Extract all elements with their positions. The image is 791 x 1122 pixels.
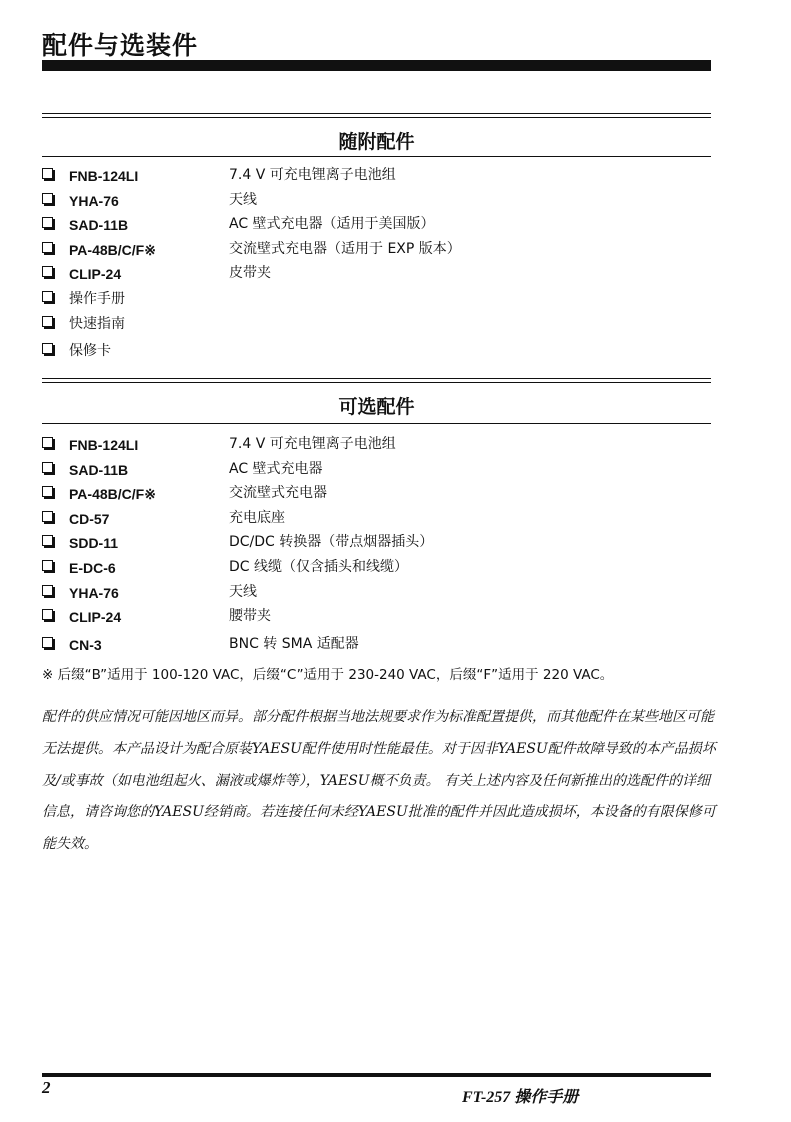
item-model: SAD-11B xyxy=(69,461,129,478)
checkbox-icon[interactable] xyxy=(42,585,53,596)
list-item xyxy=(42,263,711,288)
checkbox-icon[interactable] xyxy=(42,437,53,448)
page-title: 配件与选装件 xyxy=(42,31,199,60)
item-model: YHA-76 xyxy=(69,192,119,209)
list-item xyxy=(42,459,711,484)
checkbox-icon[interactable] xyxy=(42,535,53,546)
list-item xyxy=(42,557,711,582)
item-desc: 天线 xyxy=(229,583,257,600)
list-item xyxy=(42,313,711,338)
list-item xyxy=(42,532,711,557)
list-item xyxy=(42,190,711,215)
section-rule-top xyxy=(42,378,711,383)
footer-bar xyxy=(42,1073,711,1077)
item-model: 操作手册 xyxy=(69,290,125,307)
item-model: FNB-124LI xyxy=(69,437,139,453)
list-item xyxy=(42,483,711,508)
item-model: YHA-76 xyxy=(69,584,119,601)
item-desc: 7.4 V 可充电锂离子电池组 xyxy=(229,167,396,183)
section-rule-bottom xyxy=(42,423,711,424)
list-item xyxy=(42,239,711,264)
optional-heading: 可选配件 xyxy=(338,396,415,418)
list-item xyxy=(42,288,711,313)
list-item xyxy=(42,508,711,533)
checkbox-icon[interactable] xyxy=(42,609,53,620)
item-desc: DC 线缆（仅含插头和线缆） xyxy=(229,558,409,575)
item-desc: DC/DC 转换器（带点烟器插头） xyxy=(229,534,434,551)
checkbox-icon[interactable] xyxy=(42,266,53,277)
list-item xyxy=(42,634,711,659)
included-heading: 随附配件 xyxy=(338,131,415,153)
checkbox-icon[interactable] xyxy=(42,217,53,228)
checkbox-icon[interactable] xyxy=(42,462,53,473)
optional-list xyxy=(42,434,711,658)
checkbox-icon[interactable] xyxy=(42,486,53,497)
item-model: 快速指南 xyxy=(69,315,125,332)
item-model: SDD-11 xyxy=(69,535,119,552)
item-model: E-DC-6 xyxy=(69,559,116,576)
list-item xyxy=(42,582,711,607)
footer-title: FT-257 操作手册 xyxy=(462,1089,579,1106)
section-rule-bottom xyxy=(42,156,711,157)
list-item xyxy=(42,606,711,631)
checkbox-icon[interactable] xyxy=(42,560,53,571)
item-desc: 7.4 V 可充电锂离子电池组 xyxy=(229,436,396,452)
item-model: PA-48B/C/F※ xyxy=(69,241,156,258)
included-list xyxy=(42,165,711,365)
item-model: CD-57 xyxy=(69,510,110,527)
checkbox-icon[interactable] xyxy=(42,637,53,648)
page-number: 2 xyxy=(42,1078,51,1097)
item-desc: 交流壁式充电器（适用于 EXP 版本） xyxy=(229,240,461,257)
item-model: SAD-11B xyxy=(69,217,129,234)
item-desc: 天线 xyxy=(229,191,257,208)
item-model: PA-48B/C/F※ xyxy=(69,486,156,503)
item-desc: 腰带夹 xyxy=(229,608,271,625)
list-item xyxy=(42,214,711,239)
title-bar xyxy=(42,60,711,71)
item-desc: BNC 转 SMA 适配器 xyxy=(229,635,359,652)
item-desc: AC 壁式充电器（适用于美国版） xyxy=(229,216,435,233)
item-model: CN-3 xyxy=(69,636,102,653)
item-model: CLIP-24 xyxy=(69,266,122,283)
item-model: FNB-124LI xyxy=(69,168,139,184)
checkbox-icon[interactable] xyxy=(42,511,53,522)
item-desc: 交流壁式充电器 xyxy=(229,485,327,502)
section-rule-top xyxy=(42,113,711,118)
item-desc: 皮带夹 xyxy=(229,265,271,282)
item-model: 保修卡 xyxy=(69,343,111,360)
item-desc: 充电底座 xyxy=(229,509,285,526)
item-desc: AC 壁式充电器 xyxy=(229,460,323,477)
list-item xyxy=(42,434,711,459)
checkbox-icon[interactable] xyxy=(42,193,53,204)
checkbox-icon[interactable] xyxy=(42,343,53,354)
footnote: ※ 后缀“B”适用于 100-120 VAC，后缀“C”适用于 230-240 VAC，后缀“F”适用于 220 VAC。 xyxy=(42,667,614,683)
list-item xyxy=(42,165,711,190)
availability-notice: 配件的供应情况可能因地区而异。部分配件根据当地法规要求作为标准配置提供，而其他配件在某些地区可能无法提供。本产品设计为配合原装YAESU配件使用时性能最佳。对于因非YAESU配件故障导致的本产品损坏及/或事故（如电池组起火、漏液或爆炸等），YAESU概不负责。 有关上述内容及任何新推出的选配件的详细信息，请咨询您的YAESU经销商。若连接任何未经YAESU批准的配件并因此造成损坏，本设备的有限保修可能失效。 xyxy=(42,709,716,853)
checkbox-icon[interactable] xyxy=(42,291,53,302)
checkbox-icon[interactable] xyxy=(42,242,53,253)
checkbox-icon[interactable] xyxy=(42,168,53,179)
list-item xyxy=(42,340,711,365)
checkbox-icon[interactable] xyxy=(42,316,53,327)
item-model: CLIP-24 xyxy=(69,609,122,626)
